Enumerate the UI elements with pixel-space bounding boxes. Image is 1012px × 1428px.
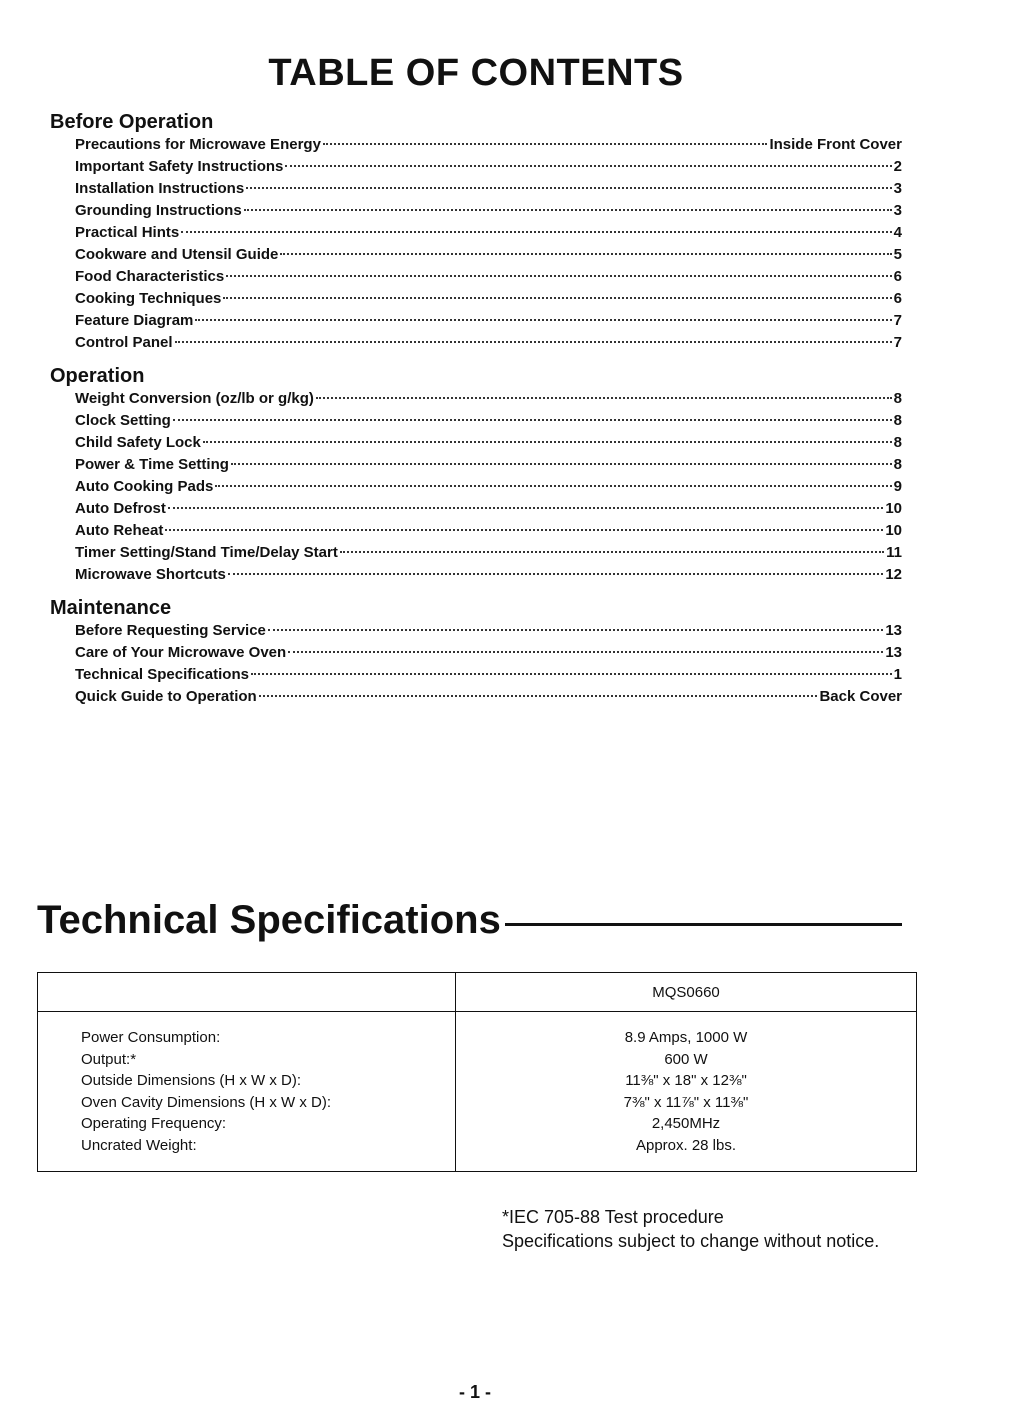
dot-leader	[215, 485, 891, 487]
dot-leader	[268, 629, 883, 631]
toc-entry-page: 7	[893, 312, 902, 329]
toc-entry	[75, 388, 902, 410]
toc-entry-page: 2	[893, 158, 902, 175]
toc-entry-label: Installation Instructions	[75, 180, 245, 197]
dot-leader	[168, 507, 883, 509]
toc-entry-label: Technical Specifications	[75, 666, 249, 683]
dot-leader	[280, 253, 891, 255]
toc-entry-page: 8	[893, 434, 902, 451]
dot-leader	[226, 275, 891, 277]
toc-entry-label: Practical Hints	[75, 224, 180, 241]
toc-entry-page: 7	[893, 334, 902, 351]
spec-title: Technical Specifications	[37, 898, 501, 942]
toc-entry	[75, 620, 902, 642]
toc-entry-page: Back Cover	[819, 688, 902, 705]
toc-entry-page: 4	[893, 224, 902, 241]
dot-leader	[195, 319, 891, 321]
spec-table	[37, 972, 917, 1172]
toc-entry-label: Important Safety Instructions	[75, 158, 284, 175]
toc-entry-label: Precautions for Microwave Energy	[75, 136, 321, 153]
toc-entry-page: 6	[893, 268, 902, 285]
dot-leader	[259, 695, 818, 697]
spec-value: 2,450MHz	[651, 1115, 721, 1133]
toc-entry-page: 1	[893, 666, 902, 683]
toc-entry	[75, 266, 902, 288]
spec-label: Outside Dimensions (H x W x D):	[81, 1072, 302, 1090]
toc-entry-page: 6	[893, 290, 902, 307]
dot-leader	[228, 573, 883, 575]
dot-leader	[173, 419, 892, 421]
spec-notes	[502, 1205, 879, 1253]
toc-entry	[75, 310, 902, 332]
toc-entry-label: Auto Cooking Pads	[75, 478, 214, 495]
toc-entry-label: Control Panel	[75, 334, 173, 351]
toc-entry-page: 5	[893, 246, 902, 263]
change-notice: Specifications subject to change without notice.	[502, 1231, 880, 1251]
toc-entry	[75, 642, 902, 664]
toc-entry	[75, 332, 902, 354]
page-number: - 1 -	[458, 1382, 491, 1402]
toc-entry-page: 13	[885, 622, 902, 639]
toc-section	[50, 596, 902, 708]
spec-value: 600 W	[664, 1050, 708, 1068]
toc-entry	[75, 432, 902, 454]
spec-label: Operating Frequency:	[81, 1115, 227, 1133]
toc-entry-page: 10	[885, 500, 902, 517]
spec-label: Oven Cavity Dimensions (H x W x D):	[81, 1093, 332, 1111]
table-of-contents	[50, 110, 902, 708]
toc-entry	[75, 134, 902, 156]
toc-entry-label: Quick Guide to Operation	[75, 688, 257, 705]
toc-entry	[75, 498, 902, 520]
toc-entry-page: Inside Front Cover	[769, 136, 902, 153]
toc-entry	[75, 520, 902, 542]
dot-leader	[323, 143, 768, 145]
toc-entry-label: Weight Conversion (oz/lb or g/kg)	[75, 390, 314, 407]
toc-entry	[75, 542, 902, 564]
spec-label: Uncrated Weight:	[81, 1136, 197, 1154]
spec-value: 11⅜" x 18" x 12⅜"	[625, 1072, 747, 1090]
toc-entry-page: 10	[885, 522, 902, 539]
spec-values	[456, 1027, 916, 1157]
toc-entry-page: 3	[893, 202, 902, 219]
toc-entry-page: 12	[885, 566, 902, 583]
toc-entry	[75, 564, 902, 586]
dot-leader	[246, 187, 891, 189]
toc-entry-page: 13	[885, 644, 902, 661]
dot-leader	[175, 341, 892, 343]
dot-leader	[285, 165, 891, 167]
toc-entry-label: Feature Diagram	[75, 312, 194, 329]
toc-entry-label: Microwave Shortcuts	[75, 566, 226, 583]
spec-label: Output:*	[81, 1050, 137, 1068]
toc-entry	[75, 222, 902, 244]
toc-section-heading: Operation	[50, 365, 145, 387]
toc-entry-label: Cooking Techniques	[75, 290, 222, 307]
toc-entry-label: Grounding Instructions	[75, 202, 242, 219]
toc-section	[50, 364, 902, 586]
dot-leader	[223, 297, 891, 299]
toc-entry	[75, 476, 902, 498]
toc-entry	[75, 178, 902, 200]
toc-entry	[75, 686, 902, 708]
dot-leader	[181, 231, 891, 233]
dot-leader	[251, 673, 892, 675]
toc-entry-page: 8	[893, 456, 902, 473]
toc-entry	[75, 200, 902, 222]
toc-entry-label: Before Requesting Service	[75, 622, 266, 639]
model-number: MQS0660	[652, 984, 720, 1001]
dot-leader	[288, 651, 883, 653]
toc-list	[50, 388, 902, 586]
dot-leader	[340, 551, 884, 553]
toc-entry-label: Auto Reheat	[75, 522, 164, 539]
spec-value: 8.9 Amps, 1000 W	[624, 1029, 748, 1046]
toc-entry-page: 9	[893, 478, 902, 495]
test-procedure-note: *IEC 705-88 Test procedure	[502, 1207, 724, 1227]
toc-entry-page: 3	[893, 180, 902, 197]
toc-title: TABLE OF CONTENTS	[268, 52, 684, 94]
spec-heading	[37, 898, 902, 943]
toc-list	[50, 620, 902, 708]
dot-leader	[231, 463, 892, 465]
toc-entry-page: 11	[886, 544, 902, 561]
toc-list	[50, 134, 902, 354]
toc-entry-label: Auto Defrost	[75, 500, 166, 517]
toc-entry-page: 8	[893, 390, 902, 407]
toc-entry	[75, 454, 902, 476]
toc-entry	[75, 156, 902, 178]
spec-labels	[81, 1027, 331, 1157]
dot-leader	[316, 397, 892, 399]
dot-leader	[244, 209, 892, 211]
spec-value: 7⅜" x 11⅞" x 11⅜"	[623, 1093, 749, 1111]
toc-entry-label: Power & Time Setting	[75, 456, 229, 473]
toc-entry-label: Care of Your Microwave Oven	[75, 644, 287, 661]
spec-label: Power Consumption:	[81, 1029, 221, 1046]
dot-leader	[203, 441, 892, 443]
toc-entry-label: Food Characteristics	[75, 268, 225, 285]
dot-leader	[165, 529, 883, 531]
title-rule	[505, 923, 902, 926]
toc-entry-label: Cookware and Utensil Guide	[75, 246, 279, 263]
toc-entry	[75, 664, 902, 686]
toc-entry-label: Clock Setting	[75, 412, 171, 429]
toc-section-heading: Maintenance	[50, 597, 172, 619]
toc-entry-page: 8	[893, 412, 902, 429]
toc-section-heading: Before Operation	[50, 111, 214, 133]
toc-entry-label: Timer Setting/Stand Time/Delay Start	[75, 544, 338, 561]
toc-section	[50, 110, 902, 354]
toc-entry-label: Child Safety Lock	[75, 434, 201, 451]
toc-entry	[75, 288, 902, 310]
spec-value: Approx. 28 lbs.	[635, 1136, 737, 1154]
toc-entry	[75, 410, 902, 432]
toc-entry	[75, 244, 902, 266]
